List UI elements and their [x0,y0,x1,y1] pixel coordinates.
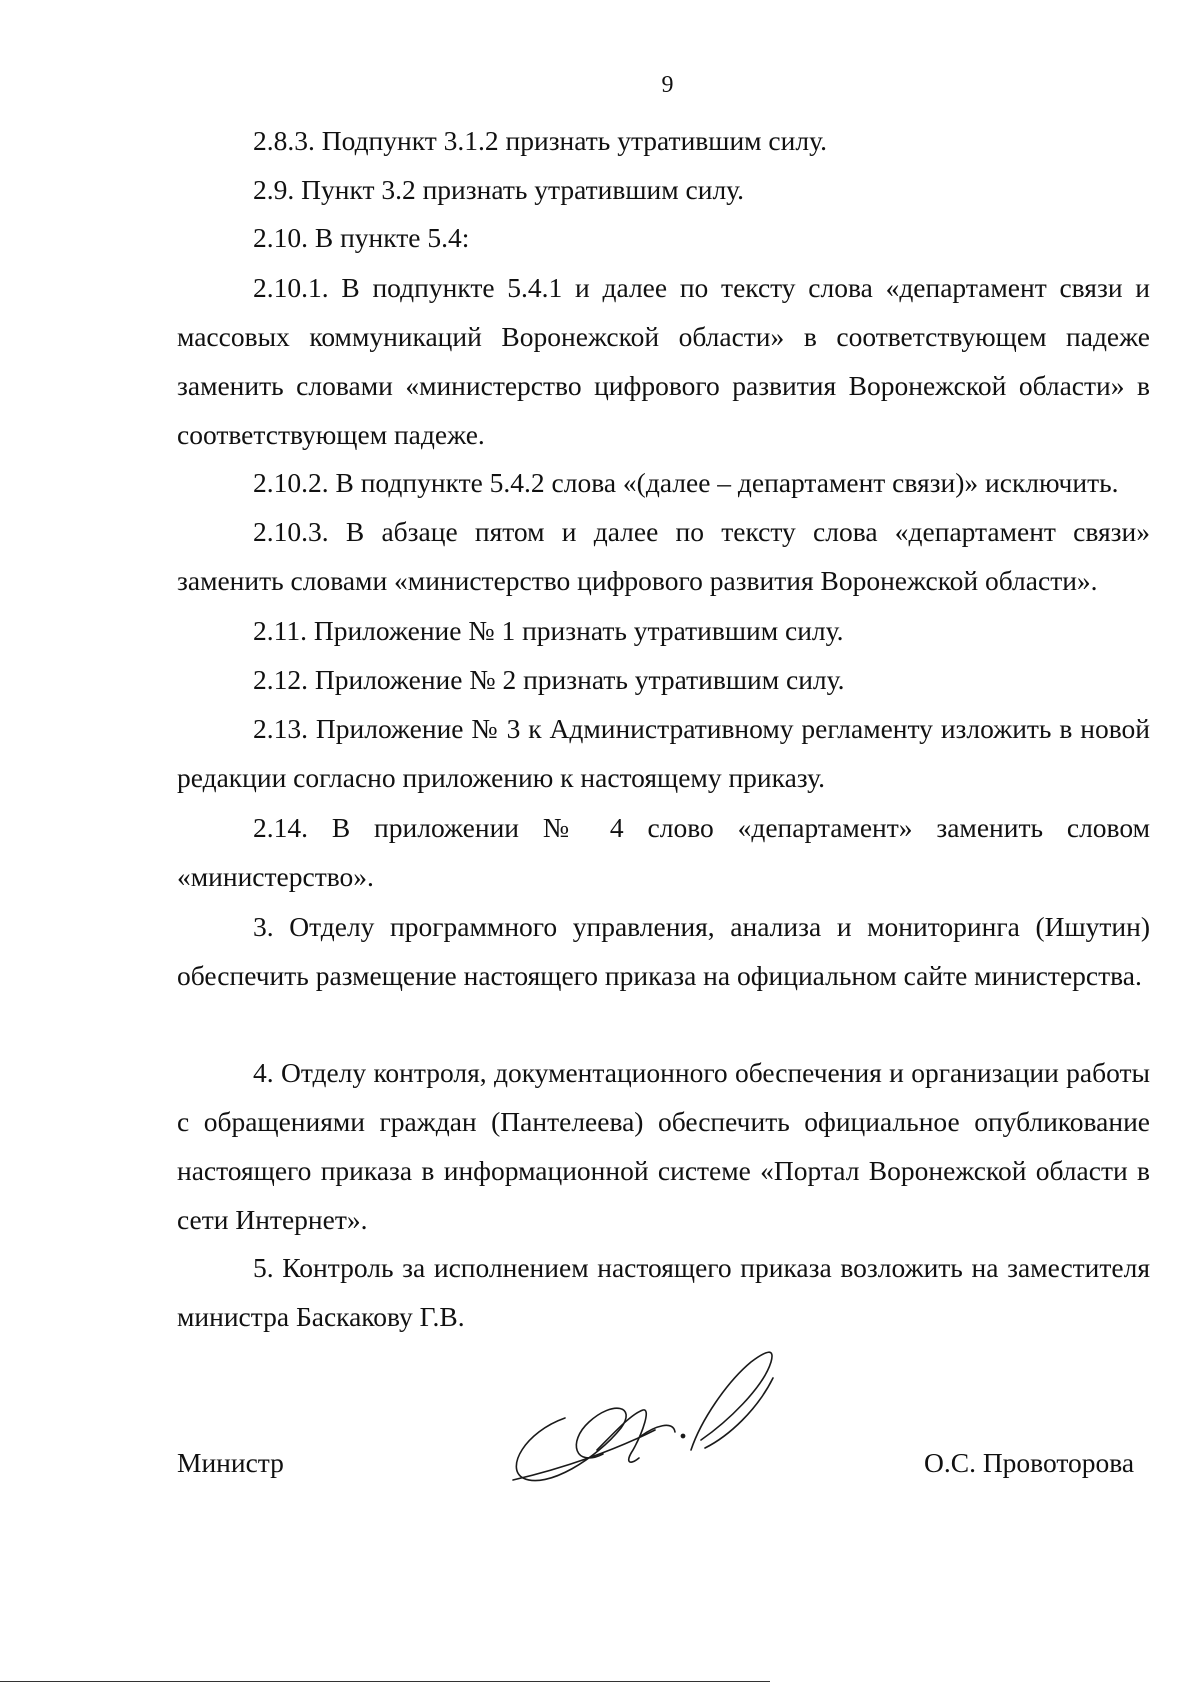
paragraph-2-13: 2.13. Приложение № 3 к Административному регламенту изложить в новой редакции согласно приложению к настоящему приказу. [177,713,1150,793]
paragraph-4: 4. Отделу контроля, документационного обеспечения и организации работы с обращениями граждан (Пантелеева) обеспечить официальное опубликование настоящего приказа в информационной системе «Портал Воронежской области в сети Интернет». [177,1057,1150,1235]
paragraph-2-10-2: 2.10.2. В подпункте 5.4.2 слова «(далее – департамент связи)» исключить. [253,467,1119,498]
handwritten-signature [505,1340,790,1490]
signatory-name: О.С. Провоторова [924,1447,1135,1478]
paragraph-2-10-1: 2.10.1. В подпункте 5.4.1 и далее по тексту слова «департамент связи и массовых коммуникаций Воронежской области» в соответствующем падеже заменить словами «министерство цифрового развития Воронежской области» в соответствующем падеже. [177,272,1150,450]
paragraph-2-12: 2.12. Приложение № 2 признать утратившим силу. [253,664,845,695]
paragraph-2-10-3: 2.10.3. В абзаце пятом и далее по тексту слова «департамент связи» заменить словами «министерство цифрового развития Воронежской области». [177,516,1150,596]
paragraph-2-9: 2.9. Пункт 3.2 признать утратившим силу. [253,174,745,205]
paragraph-5: 5. Контроль за исполнением настоящего приказа возложить на заместителя министра Баскакову Г.В. [177,1252,1150,1332]
page-number: 9 [661,72,674,98]
paragraph-3: 3. Отделу программного управления, анализа и мониторинга (Ишутин) обеспечить размещение настоящего приказа на официальном сайте министерства. [177,911,1150,991]
bottom-edge-line [0,1681,770,1682]
paragraph-2-8-3: 2.8.3. Подпункт 3.1.2 признать утратившим силу. [253,125,827,156]
paragraph-2-11: 2.11. Приложение № 1 признать утратившим силу. [253,615,844,646]
paragraph-2-10: 2.10. В пункте 5.4: [253,222,470,253]
signatory-role: Министр [177,1447,284,1478]
paragraph-2-14: 2.14. В приложении № 4 слово «департамент» заменить словом «министерство». [177,812,1150,892]
